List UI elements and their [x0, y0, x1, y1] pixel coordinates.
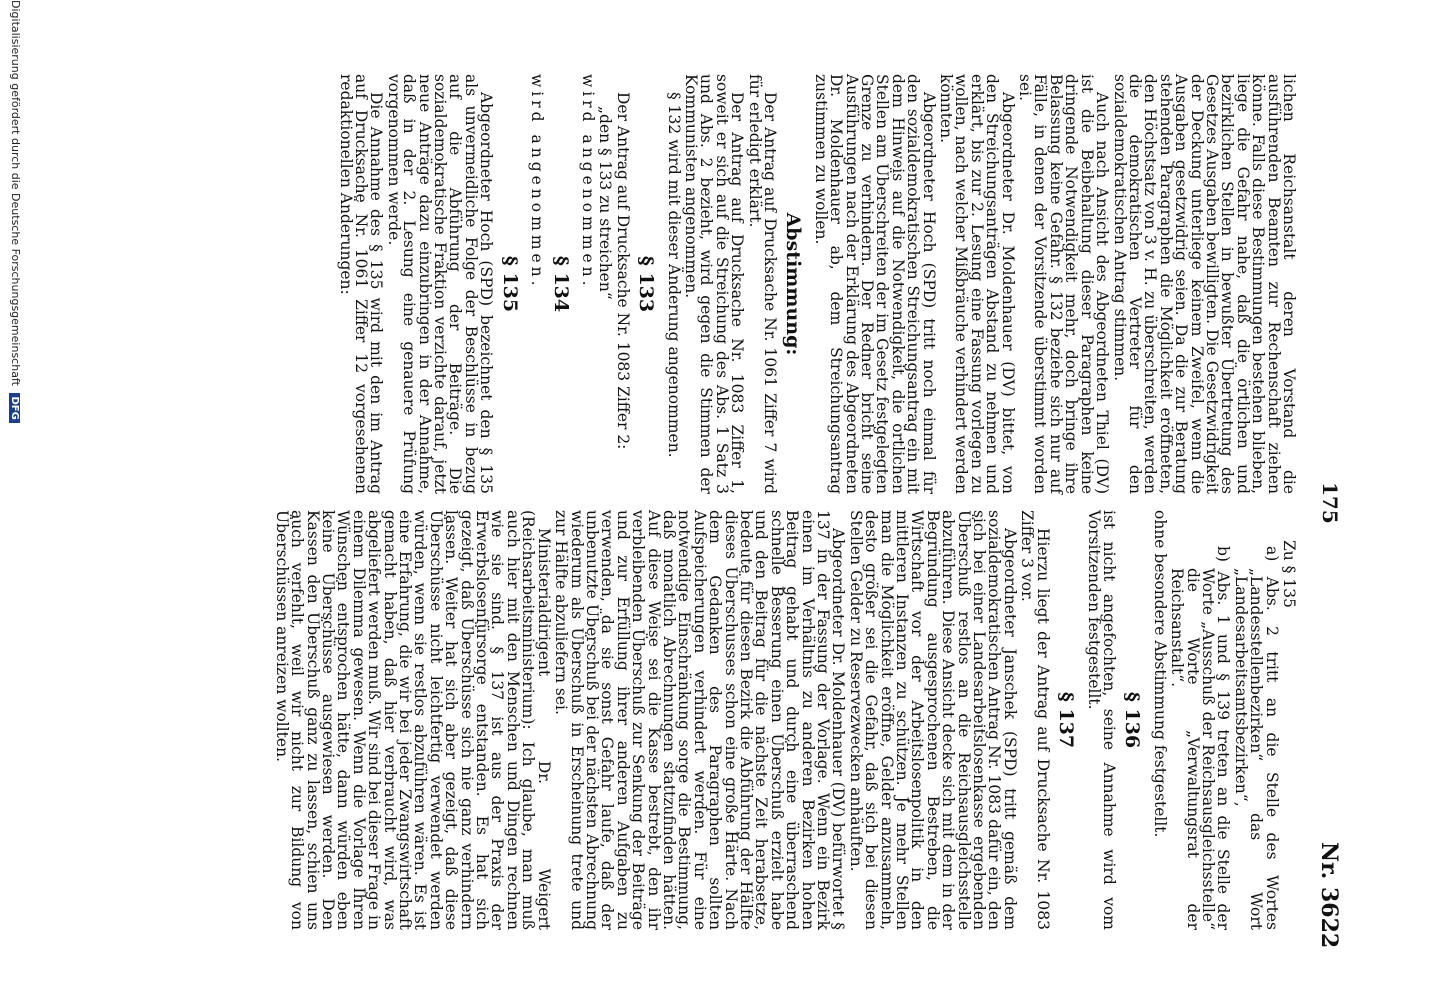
digitization-footer: [9, 0, 22, 1000]
paragraph: Abgeordneter Hoch (SPD) tritt noch einmal für den sozialdemokratischen Streichungsantrag ein mit dem Hinweis auf die Notwendigkeit, die örtlichen Stellen am Überschreiten der im Gesetz festgelegten Grenze zu verhindern. Der Redner bricht seine Ausführungen nach der Erklärung des Abgeordneten Dr. Moldenhauer ab, dem Streichungsantrag zustimmen zu wollen.: [811, 74, 938, 494]
paragraph: Abgeordneter Janschek (SPD) tritt gemäß dem sozialdemokratischen Antrag Nr. 1083 dafür ein, den sich bei einer Landesarbeitslosenkasse ergebenden Überschuß restlos an die Reichsausgleichsstelle abzuführen. Diese Ansicht decke sich mit dem in der Begründung ausgesprochenen Bestreben, die Wirtschaft vor der Arbeitslosenpolitik in den mittleren Instanzen zu schützen. Je mehr Stellen man die Möglichkeit eröffne, Gelder anzusammeln, desto größer sei die Gefahr, daß sich bei diesen Stellen Gelder zu Reservezwecken anhäuften.: [846, 510, 1019, 930]
section-heading-abstimmung: Abstimmung:: [782, 212, 805, 356]
paragraph: Abgeordneter Dr. Moldenhauer (DV) bittet, von den Streichungsanträgen Abstand zu nehmen und erklärt, bis zur 2. Lesung eine Fassung vorlegen zu wollen, nach welcher Mißbräuche verhindert werden könnten.: [937, 74, 1017, 494]
left-column: [335, 74, 1296, 494]
closing-text: ohne besondere Abstimmung festgestellt.: [1150, 510, 1169, 838]
result-text: wird angenommen.: [528, 74, 547, 290]
dfg-logo: DFG: [9, 393, 20, 422]
page-number: 175: [1318, 482, 1342, 524]
subheading: Zu § 135: [1280, 540, 1298, 608]
paragraph: Der Antrag auf Drucksache Nr. 1061 Ziffer 7 wird für erledigt erklärt.: [745, 74, 779, 494]
paragraph: lichen Reichsanstalt deren Vorstand die ausführenden Beamten zur Rechenschaft ziehen könne. Falls diese Bestimmungen bestehen blieben, liege die Gefahr nahe, daß die örtlichen und bezirklichen Stellen in bewußter Übertretung des Gesetzes Ausgaben bewilligten. Die Gesetzwidrigkeit der Deckung unterliege keinem Zweifel, wenn die Ausgaben gesetzwidrig seien. Da die zur Beratung stehenden Paragraphen die Möglichkeit eröffneten, den Höchstsatz von 3 v. H. zu überschreiten, werden die demokratischen Vertreter für den sozialdemokratischen Antrag stimmen.: [1110, 74, 1298, 494]
paragraph: ist nicht angefochten, seine Annahme wird vom Vorsitzenden festgestellt.: [1084, 510, 1118, 930]
paragraph: Auch nach Ansicht des Abgeordneten Thiel (DV) ist die Beibehaltung dieser Paragraphen keine dringende Notwendigkeit mehr, doch bringe ihre Belassung keine Gefahr. § 132 beziehe sich nur auf Fälle, in denen der Vorsitzende überstimmt worden sei.: [1016, 74, 1112, 494]
page-header: [1302, 0, 1342, 1000]
section-heading-135: § 135: [498, 255, 521, 313]
paragraph: Ministerialdirigent Dr. Weigert (Reichsarbeitsministerium): Ich glaube, man muß auch hier mit den Menschen und Dingen rechnen wie sie sind. § 137 ist aus der Praxis der Erwerbslosenfürsorge entstanden. Es hat sich gezeigt, daß Überschüsse sich nie ganz verhindern lassen. Weiter hat sich aber gezeigt, daß diese Überschüsse nicht leichtfertig verwendet werden würden, wenn sie restlos abzuführen wären. Es ist eine Erfahrung, die wir bei jeder Zwangswirtschaft gemacht haben, daß hier verbraucht wird, was abgeliefert werden muß. Wir sind bei dieser Frage in einem Dilemma gewesen. Wenn die Vorlage Ihren Wünschen entsprochen hätte, dann würden eben keine Überschüsse ausgewiesen werden. Den Kassen den Überschuß ganz zu lassen, schien uns auch verfehlt, weil wir nicht zur Bildung von Überschüssen anreizen wollten.: [272, 510, 553, 930]
list-item-b: b) Abs. 1 und § 139 treten an die Stelle der Worte „Ausschuß der Reichsausgleichsstelle“ die Worte „Verwaltungsrat der Reichsanstalt“.: [1168, 546, 1233, 930]
result-text: wird angenommen.: [578, 74, 597, 290]
quote: „den § 133 zu streichen“: [596, 106, 615, 300]
section-heading-133: § 133: [635, 255, 658, 313]
paragraph: Hierzu liegt der Antrag auf Drucksache Nr. 1083 Ziffer 3 vor.: [1018, 510, 1052, 930]
paragraph: Der Antrag auf Drucksache Nr. 1083 Ziffer 2:: [613, 92, 632, 450]
paragraph: Der Antrag auf Drucksache Nr. 1083 Ziffer 1, soweit er sich auf die Streichung des Abs. 1 Satz 3 und Abs. 2 bezieht, wird gegen die Stimmen der Kommunisten angenommen.: [681, 74, 747, 494]
document-number: Nr. 3622: [1316, 842, 1342, 949]
section-heading-136: § 136: [1121, 691, 1144, 749]
paragraph: Abgeordneter Hoch (SPD) bezeichnet den § 135 als unvermeidliche Folge der Beschlüsse in bezug auf die Abführung der Beiträge. Die sozialdemokratische Fraktion verzichte darauf, jetzt neue Anträge dazu einzubringen in der Annahme, daß in der 2. Lesung eine genauere Prüfung vorgenommen werde.: [384, 74, 496, 494]
paragraph: Die Annahme des § 135 wird mit den im Antrag auf Drucksache Nr. 1061 Ziffer 12 vorgesehenen redaktionellen Änderungen:: [336, 74, 386, 494]
right-column: [271, 510, 1296, 930]
footer-text: Digitalisierung gefördert durch die Deutsche Forschungsgemeinschaft: [9, 0, 22, 386]
paragraph: § 132 wird mit dieser Änderung angenommen.: [664, 92, 683, 458]
section-heading-134: § 134: [549, 255, 572, 313]
paragraph: Abgeordneter Dr. Moldenhauer (DV) befürwortet § 137 in der Fassung der Vorlage. Wenn ein Bezirk einen im Verhältnis zu anderen Bezirken hohen Beitrag gehabt und durch eine überraschend schnelle Besserung einen Überschuß erzielt habe und den Beitrag für die nächste Zeit herabsetze, bedeute für diesen Bezirk die Abführung der Hälfte dieses Überschusses schon eine große Härte. Nach dem Gedanken des Paragraphen sollten Aufspeicherungen verhindert werden. Für eine notwendige Einschränkung sorge die Bestimmung, daß monatlich Abrechnungen stattzufinden hätten. Auf diese Weise sei die Kasse bestrebt, den ihr verbleibenden Überschuß zur Senkung der Beiträge und zur Erfüllung ihrer anderen Aufgaben zu verwenden, da sie sonst Gefahr laufe, daß der unbenutzte Überschuß bei der nächsten Abrechnung wiederum als Überschuß in Erscheinung trete und zur Hälfte abzuliefern sei.: [552, 510, 848, 930]
list-item-a: a) Abs. 2 tritt an die Stelle des Wortes „Landesstellenbezirken“ das Wort „Landesarbeitsamtsbezirken“,: [1231, 546, 1281, 930]
section-heading-137: § 137: [1055, 691, 1078, 749]
